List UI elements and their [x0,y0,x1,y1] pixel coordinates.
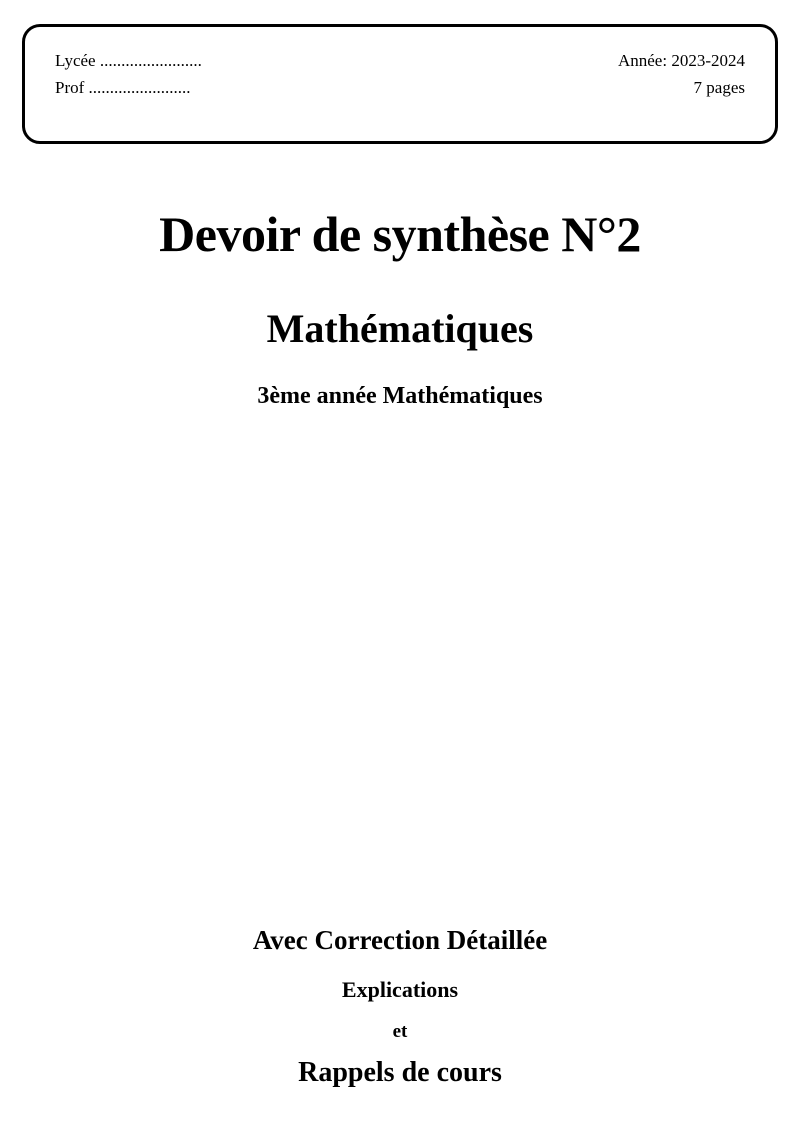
page-count: 7 pages [693,78,745,97]
footer-explanations: Explications [341,977,459,1002]
footer-correction-note: Avec Correction Détaillée [252,925,548,955]
subject-title: Mathématiques [266,306,534,351]
header-row-teacher [55,74,745,101]
header-info-content [55,47,745,101]
header-info-box [22,24,778,144]
footer-course-reminders: Rappels de cours [298,1057,502,1088]
page-title: Devoir de synthèse N°2 [159,206,641,262]
grade-level: 3ème année Mathématiques [257,383,543,409]
header-row-school [55,47,745,74]
footer-conjunction: et [392,1021,408,1042]
school-field: Lycée ........................ [55,51,202,70]
school-year: Année: 2023-2024 [617,51,745,70]
teacher-field: Prof ........................ [55,78,191,97]
